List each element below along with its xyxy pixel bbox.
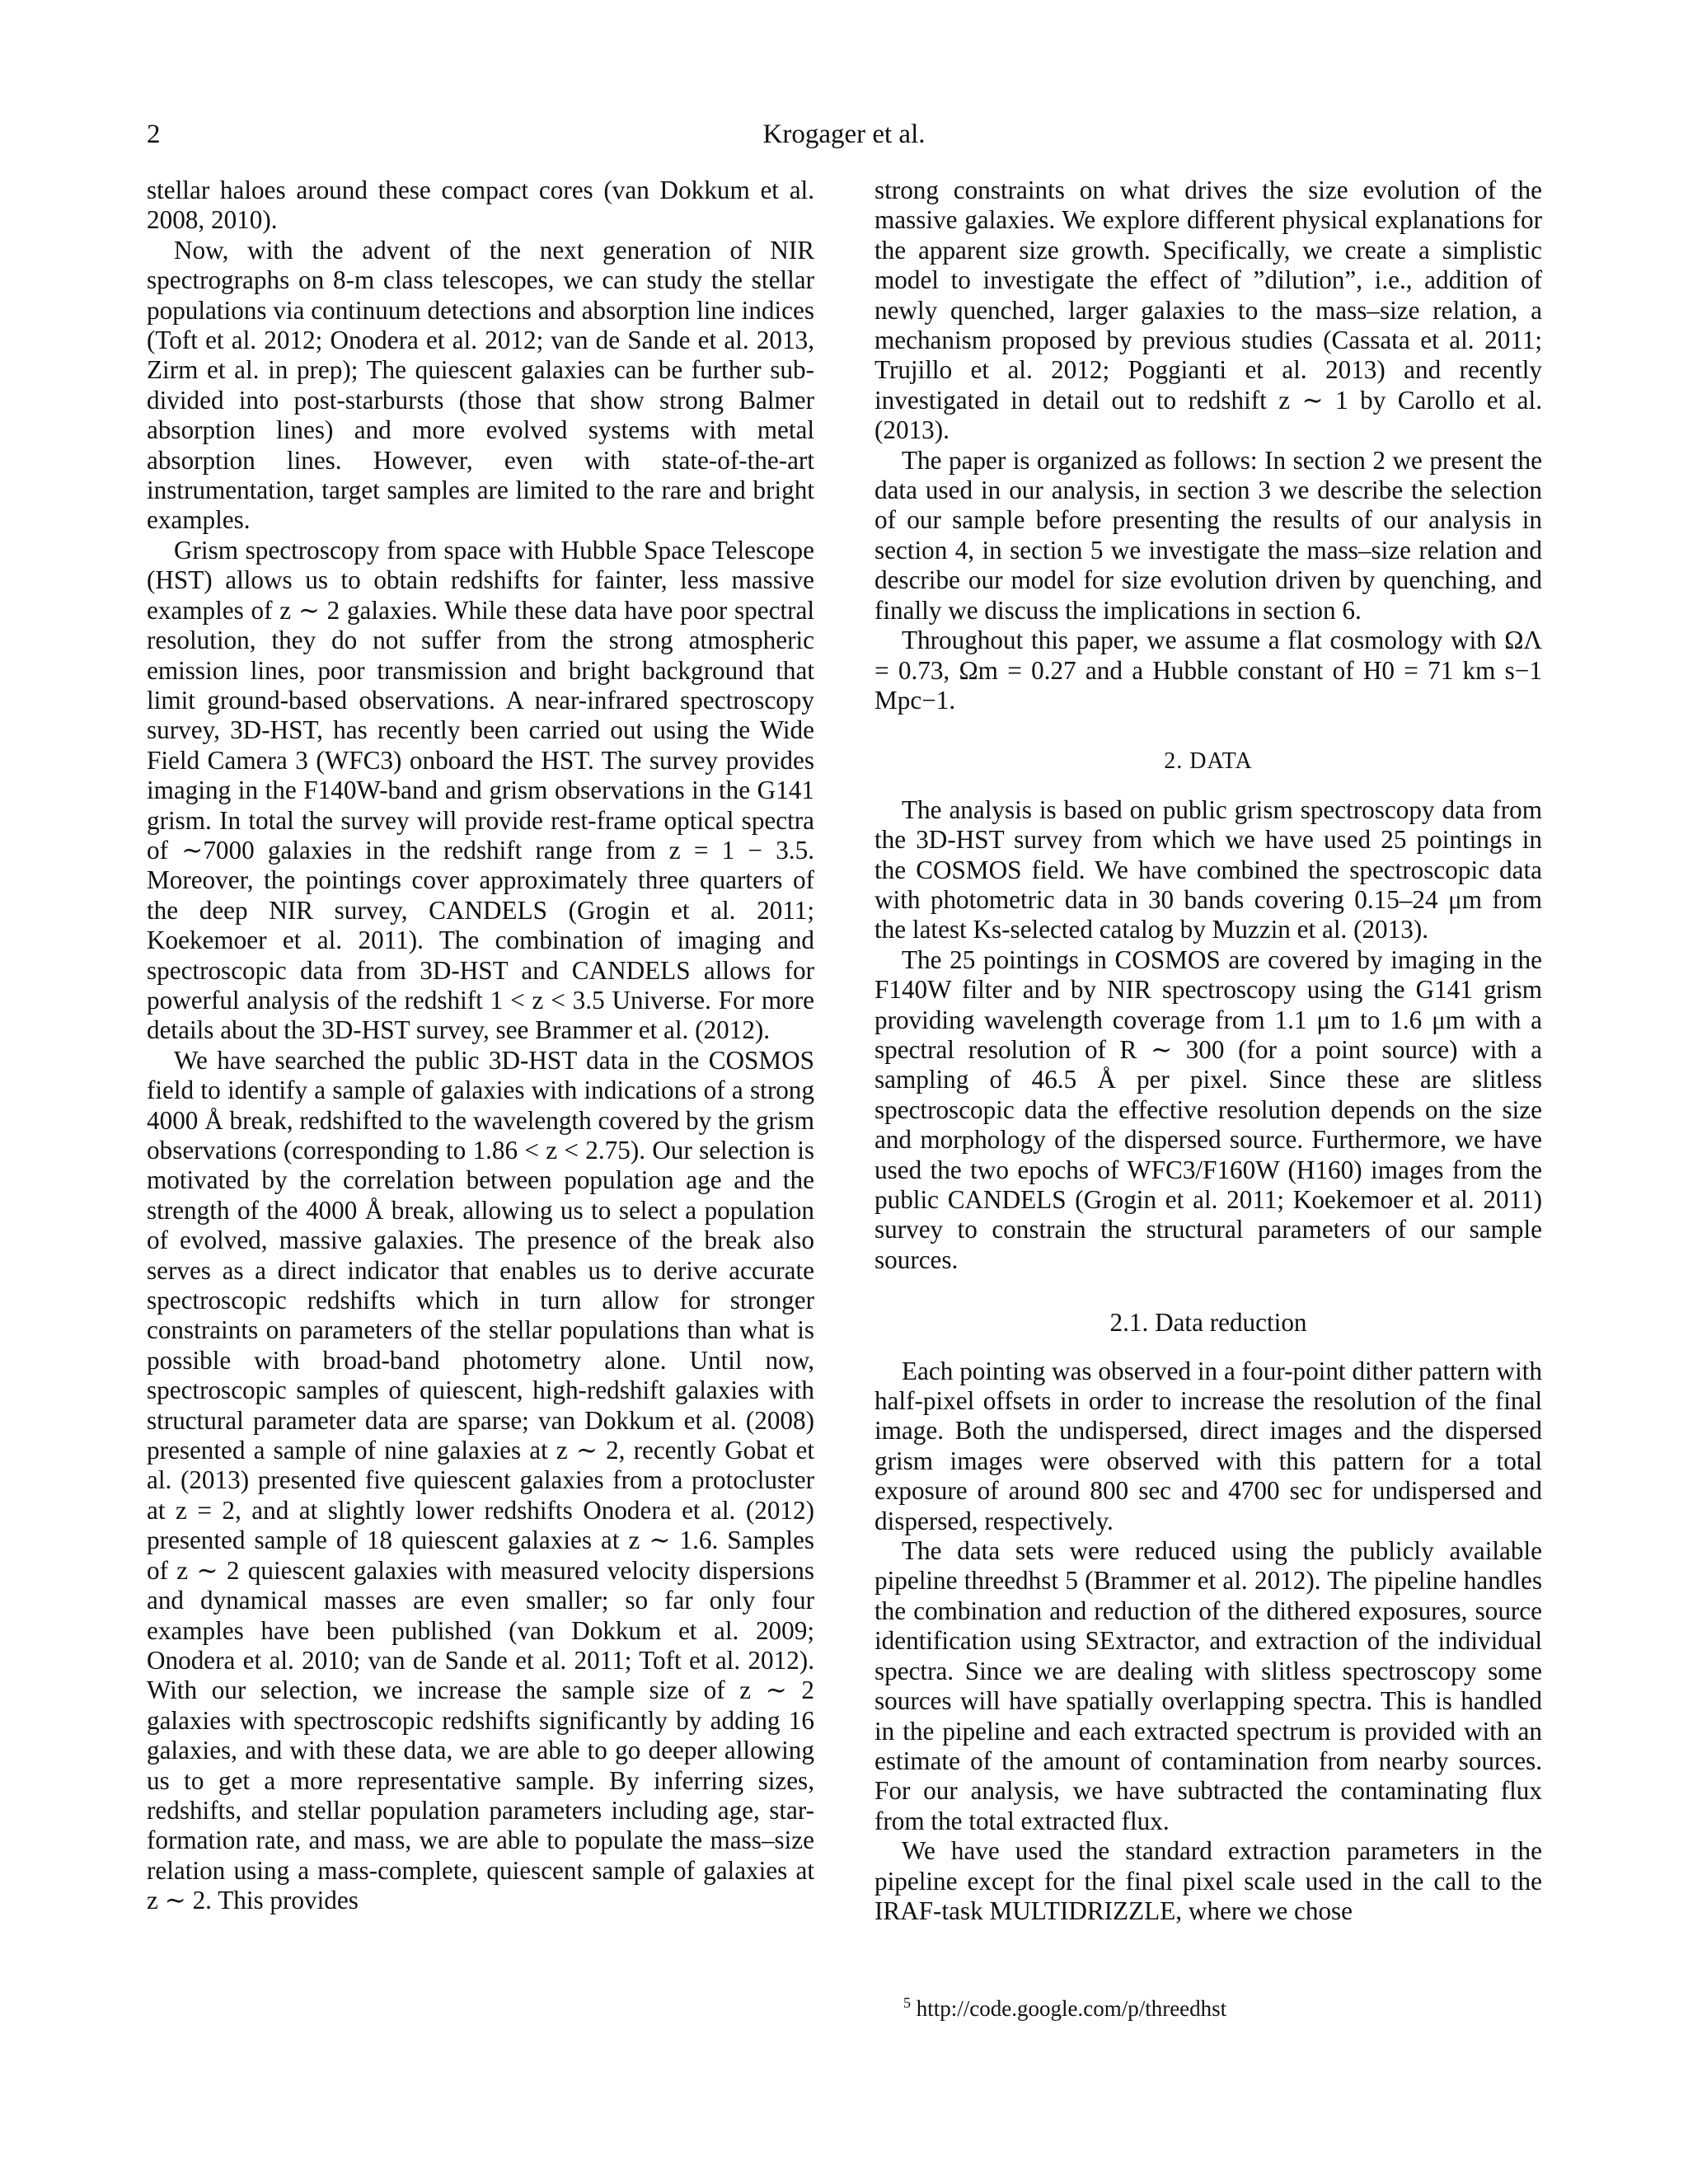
- paragraph: The paper is organized as follows: In section 2 we present the data used in our analysis, in section 3 we describe the selection of our sample before presenting the results of our analysis in section 4, in section 5 we investigate the mass–size relation and describe our model for size evolution driven by quenching, and finally we discuss the implications in section 6.: [874, 445, 1542, 625]
- paragraph: strong constraints on what drives the size evolution of the massive galaxies. We explore different physical explanations for the apparent size growth. Specifically, we create a simplistic model to investigate the effect of ”dilution”, i.e., addition of newly quenched, larger galaxies to the mass–size relation, a mechanism proposed by previous studies (Cassata et al. 2011; Trujillo et al. 2012; Poggianti et al. 2013) and recently investigated in detail out to redshift z ∼ 1 by Carollo et al. (2013).: [874, 176, 1542, 445]
- right-column: [874, 176, 1542, 1926]
- paragraph: Now, with the advent of the next generation of NIR spectrographs on 8-m class telescopes, we can study the stellar populations via continuum detections and absorption line indices (Toft et al. 2012; Onodera et al. 2012; van de Sande et al. 2013, Zirm et al. in prep); The quiescent galaxies can be further sub-divided into post-starbursts (those that show strong Balmer absorption lines) and more evolved systems with metal absorption lines. However, even with state-of-the-art instrumentation, target samples are limited to the rare and bright examples.: [147, 235, 814, 535]
- running-title: Krogager et al.: [762, 120, 926, 149]
- paragraph: Each pointing was observed in a four-point dither pattern with half-pixel offsets in order to increase the resolution of the final image. Both the undispersed, direct images and the dispersed grism images were observed with this pattern for a total exposure of around 800 sec and 4700 sec for undispersed and dispersed, respectively.: [874, 1356, 1542, 1535]
- paragraph: We have used the standard extraction parameters in the pipeline except for the final pixel scale used in the call to the IRAF-task MULTIDRIZZLE, where we chose: [874, 1836, 1542, 1925]
- footnote-url[interactable]: http://code.google.com/p/threedhst: [916, 1996, 1227, 2021]
- paragraph: The analysis is based on public grism spectroscopy data from the 3D-HST survey from which we have used 25 pointings in the COSMOS field. We have combined the spectroscopic data with photometric data in 30 bands covering 0.15–24 μm from the latest Ks-selected catalog by Muzzin et al. (2013).: [874, 794, 1542, 944]
- footnote: [903, 1994, 1226, 2022]
- footnote-marker: 5: [903, 1994, 911, 2011]
- paragraph: Throughout this paper, we assume a flat cosmology with ΩΛ = 0.73, Ωm = 0.27 and a Hubble constant of H0 = 71 km s−1 Mpc−1.: [874, 626, 1542, 715]
- paragraph: stellar haloes around these compact cores (van Dokkum et al. 2008, 2010).: [147, 176, 814, 235]
- paragraph: The 25 pointings in COSMOS are covered by imaging in the F140W filter and by NIR spectroscopy using the G141 grism providing wavelength coverage from 1.1 μm to 1.6 μm with a spectral resolution of R ∼ 300 (for a point source) with a sampling of 46.5 Å per pixel. Since these are slitless spectroscopic data the effective resolution depends on the size and morphology of the dispersed source. Furthermore, we have used the two epochs of WFC3/F160W (H160) images from the public CANDELS (Grogin et al. 2011; Koekemoer et al. 2011) survey to constrain the structural parameters of our sample sources.: [874, 944, 1542, 1274]
- page-number: 2: [147, 120, 161, 149]
- section-heading: 2. DATA: [1164, 748, 1253, 775]
- paragraph: Grism spectroscopy from space with Hubble Space Telescope (HST) allows us to obtain redshifts for fainter, less massive examples of z ∼ 2 galaxies. While these data have poor spectral resolution, they do not suffer from the strong atmospheric emission lines, poor transmission and bright background that limit ground-based observations. A near-infrared spectroscopy survey, 3D-HST, has recently been carried out using the Wide Field Camera 3 (WFC3) onboard the HST. The survey provides imaging in the F140W-band and grism observations in the G141 grism. In total the survey will provide rest-frame optical spectra of ∼7000 galaxies in the redshift range from z = 1 − 3.5. Moreover, the pointings cover approximately three quarters of the deep NIR survey, CANDELS (Grogin et al. 2011; Koekemoer et al. 2011). The combination of imaging and spectroscopic data from 3D-HST and CANDELS allows for powerful analysis of the redshift 1 < z < 3.5 Universe. For more details about the 3D-HST survey, see Brammer et al. (2012).: [147, 535, 814, 1045]
- paragraph: We have searched the public 3D-HST data in the COSMOS field to identify a sample of galaxies with indications of a strong 4000 Å break, redshifted to the wavelength covered by the grism observations (corresponding to 1.86 < z < 2.75). Our selection is motivated by the correlation between population age and the strength of the 4000 Å break, allowing us to select a population of evolved, massive galaxies. The presence of the break also serves as a direct indicator that enables us to derive accurate spectroscopic redshifts which in turn allow for stronger constraints on parameters of the stellar populations than what is possible with broad-band photometry alone. Until now, spectroscopic samples of quiescent, high-redshift galaxies with structural parameter data are sparse; van Dokkum et al. (2008) presented a sample of nine galaxies at z ∼ 2, recently Gobat et al. (2013) presented five quiescent galaxies from a protocluster at z = 2, and at slightly lower redshifts Onodera et al. (2012) presented sample of 18 quiescent galaxies at z ∼ 1.6. Samples of z ∼ 2 quiescent galaxies with measured velocity dispersions and dynamical masses are even smaller; so far only four examples have been published (van Dokkum et al. 2009; Onodera et al. 2010; van de Sande et al. 2011; Toft et al. 2012). With our selection, we increase the sample size of z ∼ 2 galaxies with spectroscopic redshifts significantly by adding 16 galaxies, and with these data, we are able to go deeper allowing us to get a more representative sample. By inferring sizes, redshifts, and stellar population parameters including age, star-formation rate, and mass, we are able to populate the mass–size relation using a mass-complete, quiescent sample of galaxies at z ∼ 2. This provides: [147, 1045, 814, 1915]
- paragraph: The data sets were reduced using the publicly available pipeline threedhst 5 (Brammer et al. 2012). The pipeline handles the combination and reduction of the dithered exposures, source identification using SExtractor, and extraction of the individual spectra. Since we are dealing with slitless spectroscopy some sources will have spatially overlapping spectra. This is handled in the pipeline and each extracted spectrum is provided with an estimate of the amount of contamination from nearby sources. For our analysis, we have subtracted the contaminating flux from the total extracted flux.: [874, 1536, 1542, 1835]
- subsection-heading: 2.1. Data reduction: [1109, 1308, 1307, 1338]
- left-column: [147, 176, 814, 1916]
